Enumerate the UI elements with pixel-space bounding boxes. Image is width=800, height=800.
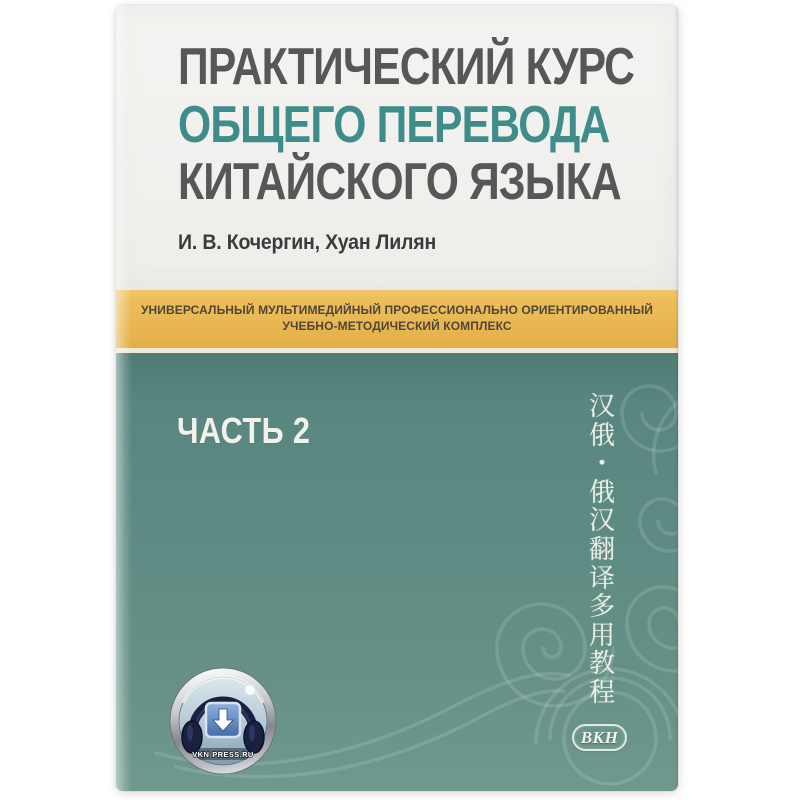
badge-url-text: VKN-PRESS.RU — [192, 750, 254, 759]
book-cover — [116, 5, 678, 791]
download-icon — [206, 703, 240, 737]
publisher-logo — [572, 724, 627, 751]
cover-top-section — [116, 5, 678, 290]
title-line-3: КИТАЙСКОГО ЯЗЫКА — [178, 153, 621, 211]
subtitle-banner — [116, 290, 678, 348]
chinese-char: 译 — [588, 563, 615, 594]
book-title — [178, 39, 634, 212]
cover-bottom-section — [116, 353, 678, 791]
chinese-char: ・ — [588, 449, 615, 480]
chinese-char: 翻 — [588, 534, 615, 565]
title-line-1: ПРАКТИЧЕСКИЙ КУРС — [178, 38, 635, 96]
chinese-char: 汉 — [588, 392, 615, 422]
audio-download-badge — [168, 666, 278, 776]
chinese-char: 汉 — [588, 506, 615, 537]
part-label: ЧАСТЬ 2 — [177, 410, 311, 451]
chinese-char: 教 — [588, 649, 615, 680]
title-line-2: ОБЩЕГО ПЕРЕВОДА — [178, 95, 610, 154]
banner-line-1: УНИВЕРСАЛЬНЫЙ МУЛЬТИМЕДИЙНЫЙ ПРОФЕССИОНАЛЬНО ОРИЕНТИРОВАННЫЙ — [140, 303, 654, 317]
chinese-char: 俄 — [588, 420, 615, 451]
chinese-char: 多 — [588, 592, 615, 623]
chinese-title-vertical — [582, 393, 622, 708]
authors-line: И. В. Кочергин, Хуан Лилян — [178, 231, 437, 254]
publisher-logo-text: ВКН — [580, 727, 619, 747]
chinese-char: 用 — [588, 620, 615, 651]
chinese-char: 程 — [588, 677, 615, 708]
chinese-char: 俄 — [588, 477, 615, 508]
banner-line-2: УЧЕБНО-МЕТОДИЧЕСКИЙ КОМПЛЕКС — [282, 319, 512, 333]
